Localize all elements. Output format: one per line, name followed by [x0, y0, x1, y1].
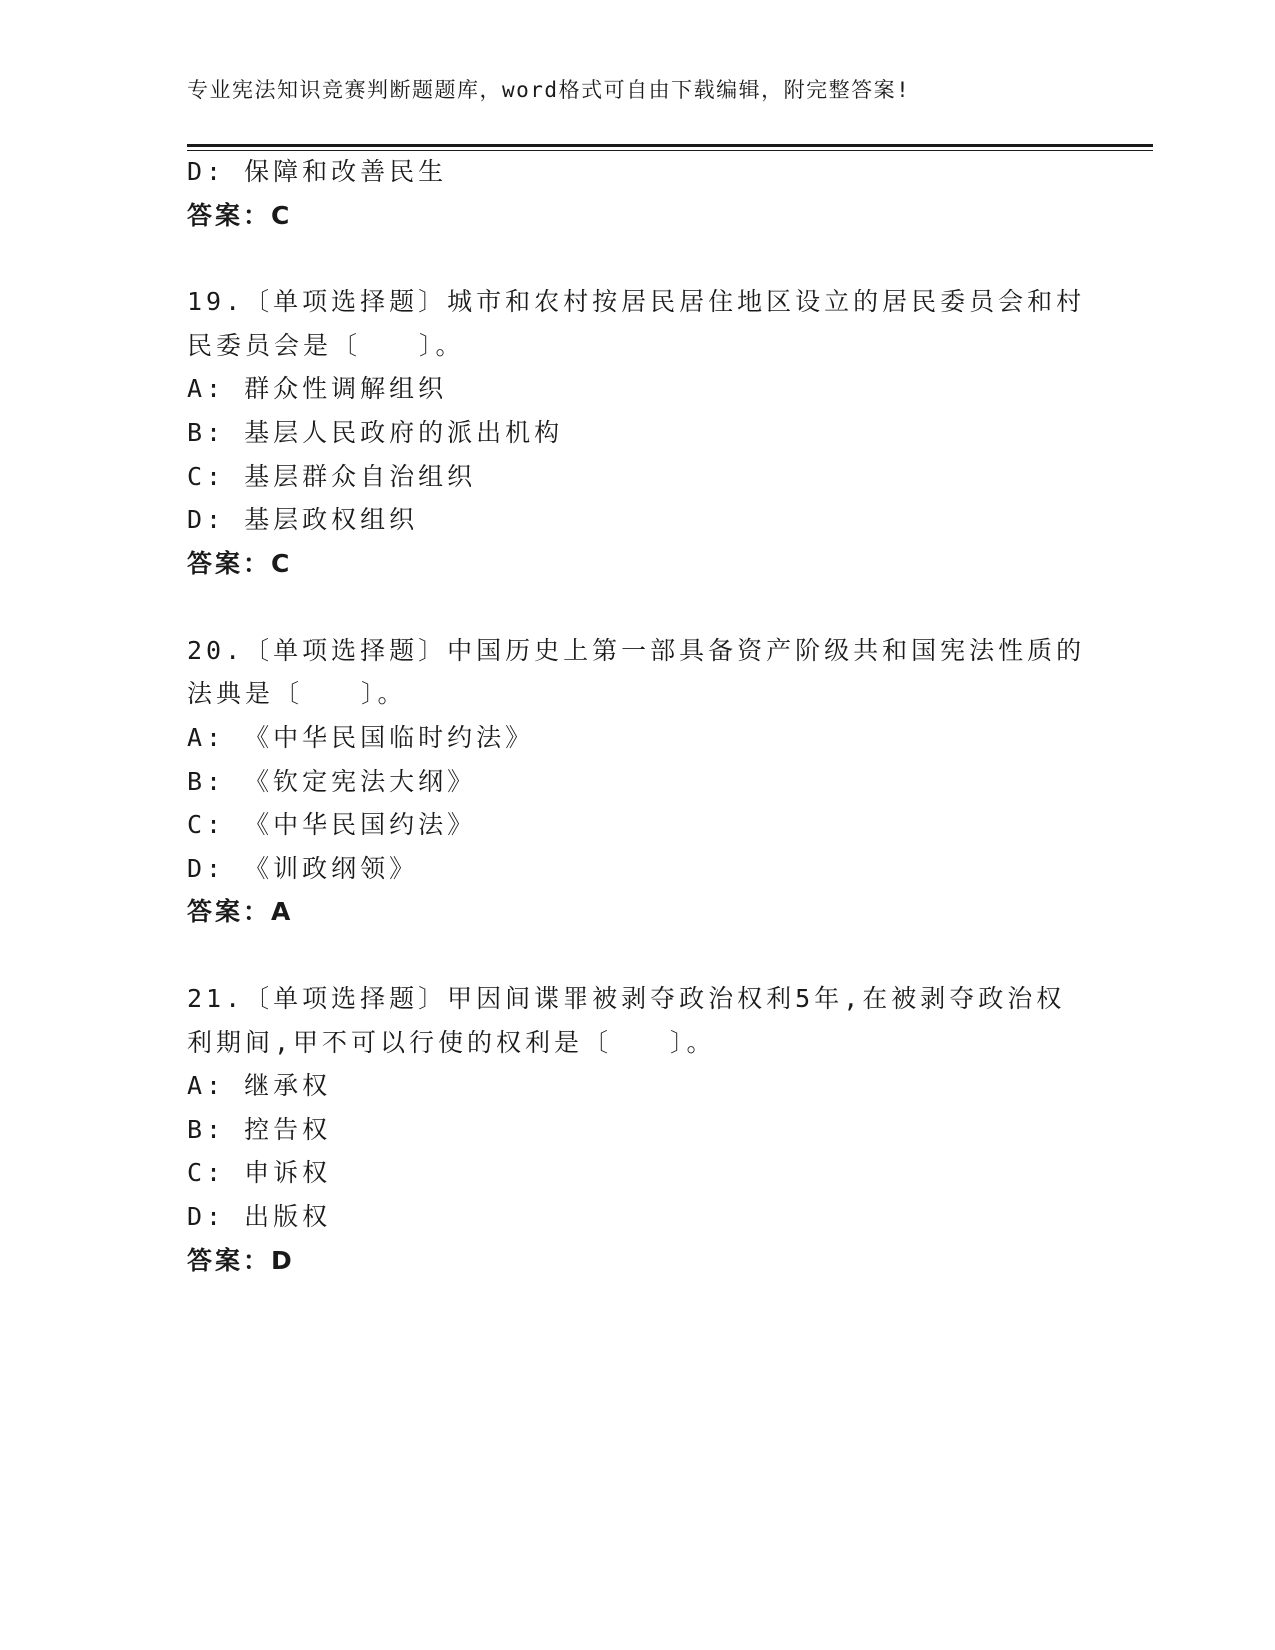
q20-option-c: C: 《中华民国约法》: [187, 810, 477, 839]
header-rule-thick: [187, 144, 1153, 147]
q21-stem-line2: 利期间,甲不可以行使的权利是〔 〕。: [187, 1028, 716, 1057]
prev-option-d: D: 保障和改善民生: [187, 157, 448, 186]
q19-option-d: D: 基层政权组织: [187, 505, 419, 534]
page-header: 专业宪法知识竞赛判断题题库，word格式可自由下载编辑，附完整答案!: [187, 78, 911, 102]
q20-option-b: B: 《钦定宪法大纲》: [187, 767, 477, 796]
q19-answer: 答案：C: [187, 549, 293, 578]
q21-stem-line1: 21.〔单项选择题〕甲因间谍罪被剥夺政治权利5年,在被剥夺政治权: [187, 984, 1066, 1013]
q20-option-a: A: 《中华民国临时约法》: [187, 723, 535, 752]
q21-option-c: C: 申诉权: [187, 1158, 332, 1187]
q19-stem-line1: 19.〔单项选择题〕城市和农村按居民居住地区设立的居民委员会和村: [187, 287, 1086, 316]
q20-answer: 答案：A: [187, 897, 294, 926]
q21-option-b: B: 控告权: [187, 1115, 332, 1144]
q19-option-b: B: 基层人民政府的派出机构: [187, 418, 564, 447]
q19-option-a: A: 群众性调解组织: [187, 374, 448, 403]
q19-stem-line2: 民委员会是〔 〕。: [187, 331, 465, 360]
q20-stem-line1: 20.〔单项选择题〕中国历史上第一部具备资产阶级共和国宪法性质的: [187, 636, 1086, 665]
q20-option-d: D: 《训政纲领》: [187, 854, 419, 883]
q20-stem-line2: 法典是〔 〕。: [187, 679, 407, 708]
header-rule-thin: [187, 150, 1153, 151]
q21-answer: 答案：D: [187, 1246, 295, 1275]
q21-option-a: A: 继承权: [187, 1071, 332, 1100]
prev-answer: 答案：C: [187, 201, 293, 230]
q21-option-d: D: 出版权: [187, 1202, 332, 1231]
q19-option-c: C: 基层群众自治组织: [187, 462, 477, 491]
